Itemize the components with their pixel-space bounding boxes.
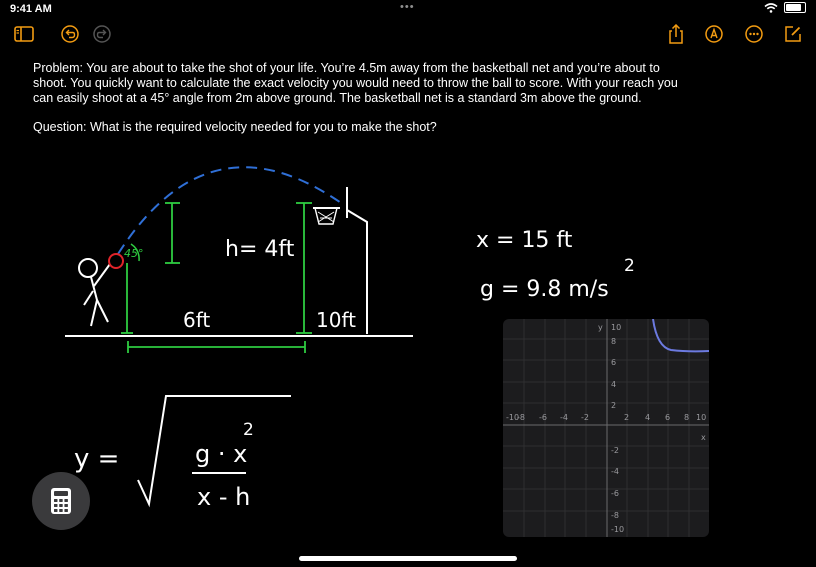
numerator-exponent: 2 [243,420,254,440]
y-tick: 4 [611,380,617,389]
formula-lhs: y = [74,444,120,474]
distance-marker [128,341,305,353]
formula-denominator: x - h [197,483,251,511]
x-tick: -4 [560,413,568,422]
x-axis-label: x [701,433,706,442]
x-equation: x = 15 ft [476,228,573,253]
y-tick: -10 [611,525,625,534]
status-time: 9:41 AM [10,3,52,15]
graph-canvas[interactable] [503,319,709,537]
function-curve [653,319,709,351]
distance-label: 6ft [183,308,211,332]
x-tick: -2 [581,413,589,422]
angle-label: 45° [124,247,144,260]
y-tick: 8 [611,337,617,346]
home-indicator[interactable] [299,556,517,561]
y-tick: 10 [611,323,622,332]
g-equation: g = 9.8 m/s [480,277,609,302]
question-text[interactable]: Question: What is the required velocity needed for you to make the shot? [33,120,437,134]
graph-panel[interactable] [503,319,709,537]
x-tick: 8 [684,413,690,422]
calculator-button[interactable] [32,472,90,530]
y-tick: -4 [611,467,619,476]
y-tick: -6 [611,489,619,498]
y-tick: 2 [611,401,617,410]
y-tick: 6 [611,358,617,367]
x-tick: 2 [624,413,630,422]
y-tick: -2 [611,446,619,455]
h-height-marker [165,203,180,263]
multitasking-dots[interactable]: ••• [400,1,415,13]
h-label: h= 4ft [225,237,295,262]
y-axis-label: y [598,323,603,332]
x-tick: -8 [517,413,525,422]
y-tick: -8 [611,511,619,520]
x-tick: 4 [645,413,651,422]
x-tick: -10 [506,413,520,422]
g-exponent: 2 [624,256,635,276]
x-tick: 10 [696,413,707,422]
problem-statement[interactable]: Problem: You are about to take the shot of your life. You’re 4.5m away from the basketball net and you’re about to shoot. You quickly want to calculate the exact velocity you would need to throw the ball to score. With your reach you can easily shoot at a 45° angle from 2m above ground. The basketball net is a standard 3m above the ground. [33,61,678,105]
calculator-icon [51,488,71,514]
reach-height-marker [121,263,133,333]
graph-grid [503,319,709,537]
formula-numerator: g · x [195,440,248,468]
ball-icon [109,254,123,268]
hoop-height-marker [296,203,312,333]
x-tick: -6 [539,413,547,422]
x-tick: 6 [665,413,671,422]
stick-figure [79,259,110,326]
hoop-height-label: 10ft [316,308,356,332]
